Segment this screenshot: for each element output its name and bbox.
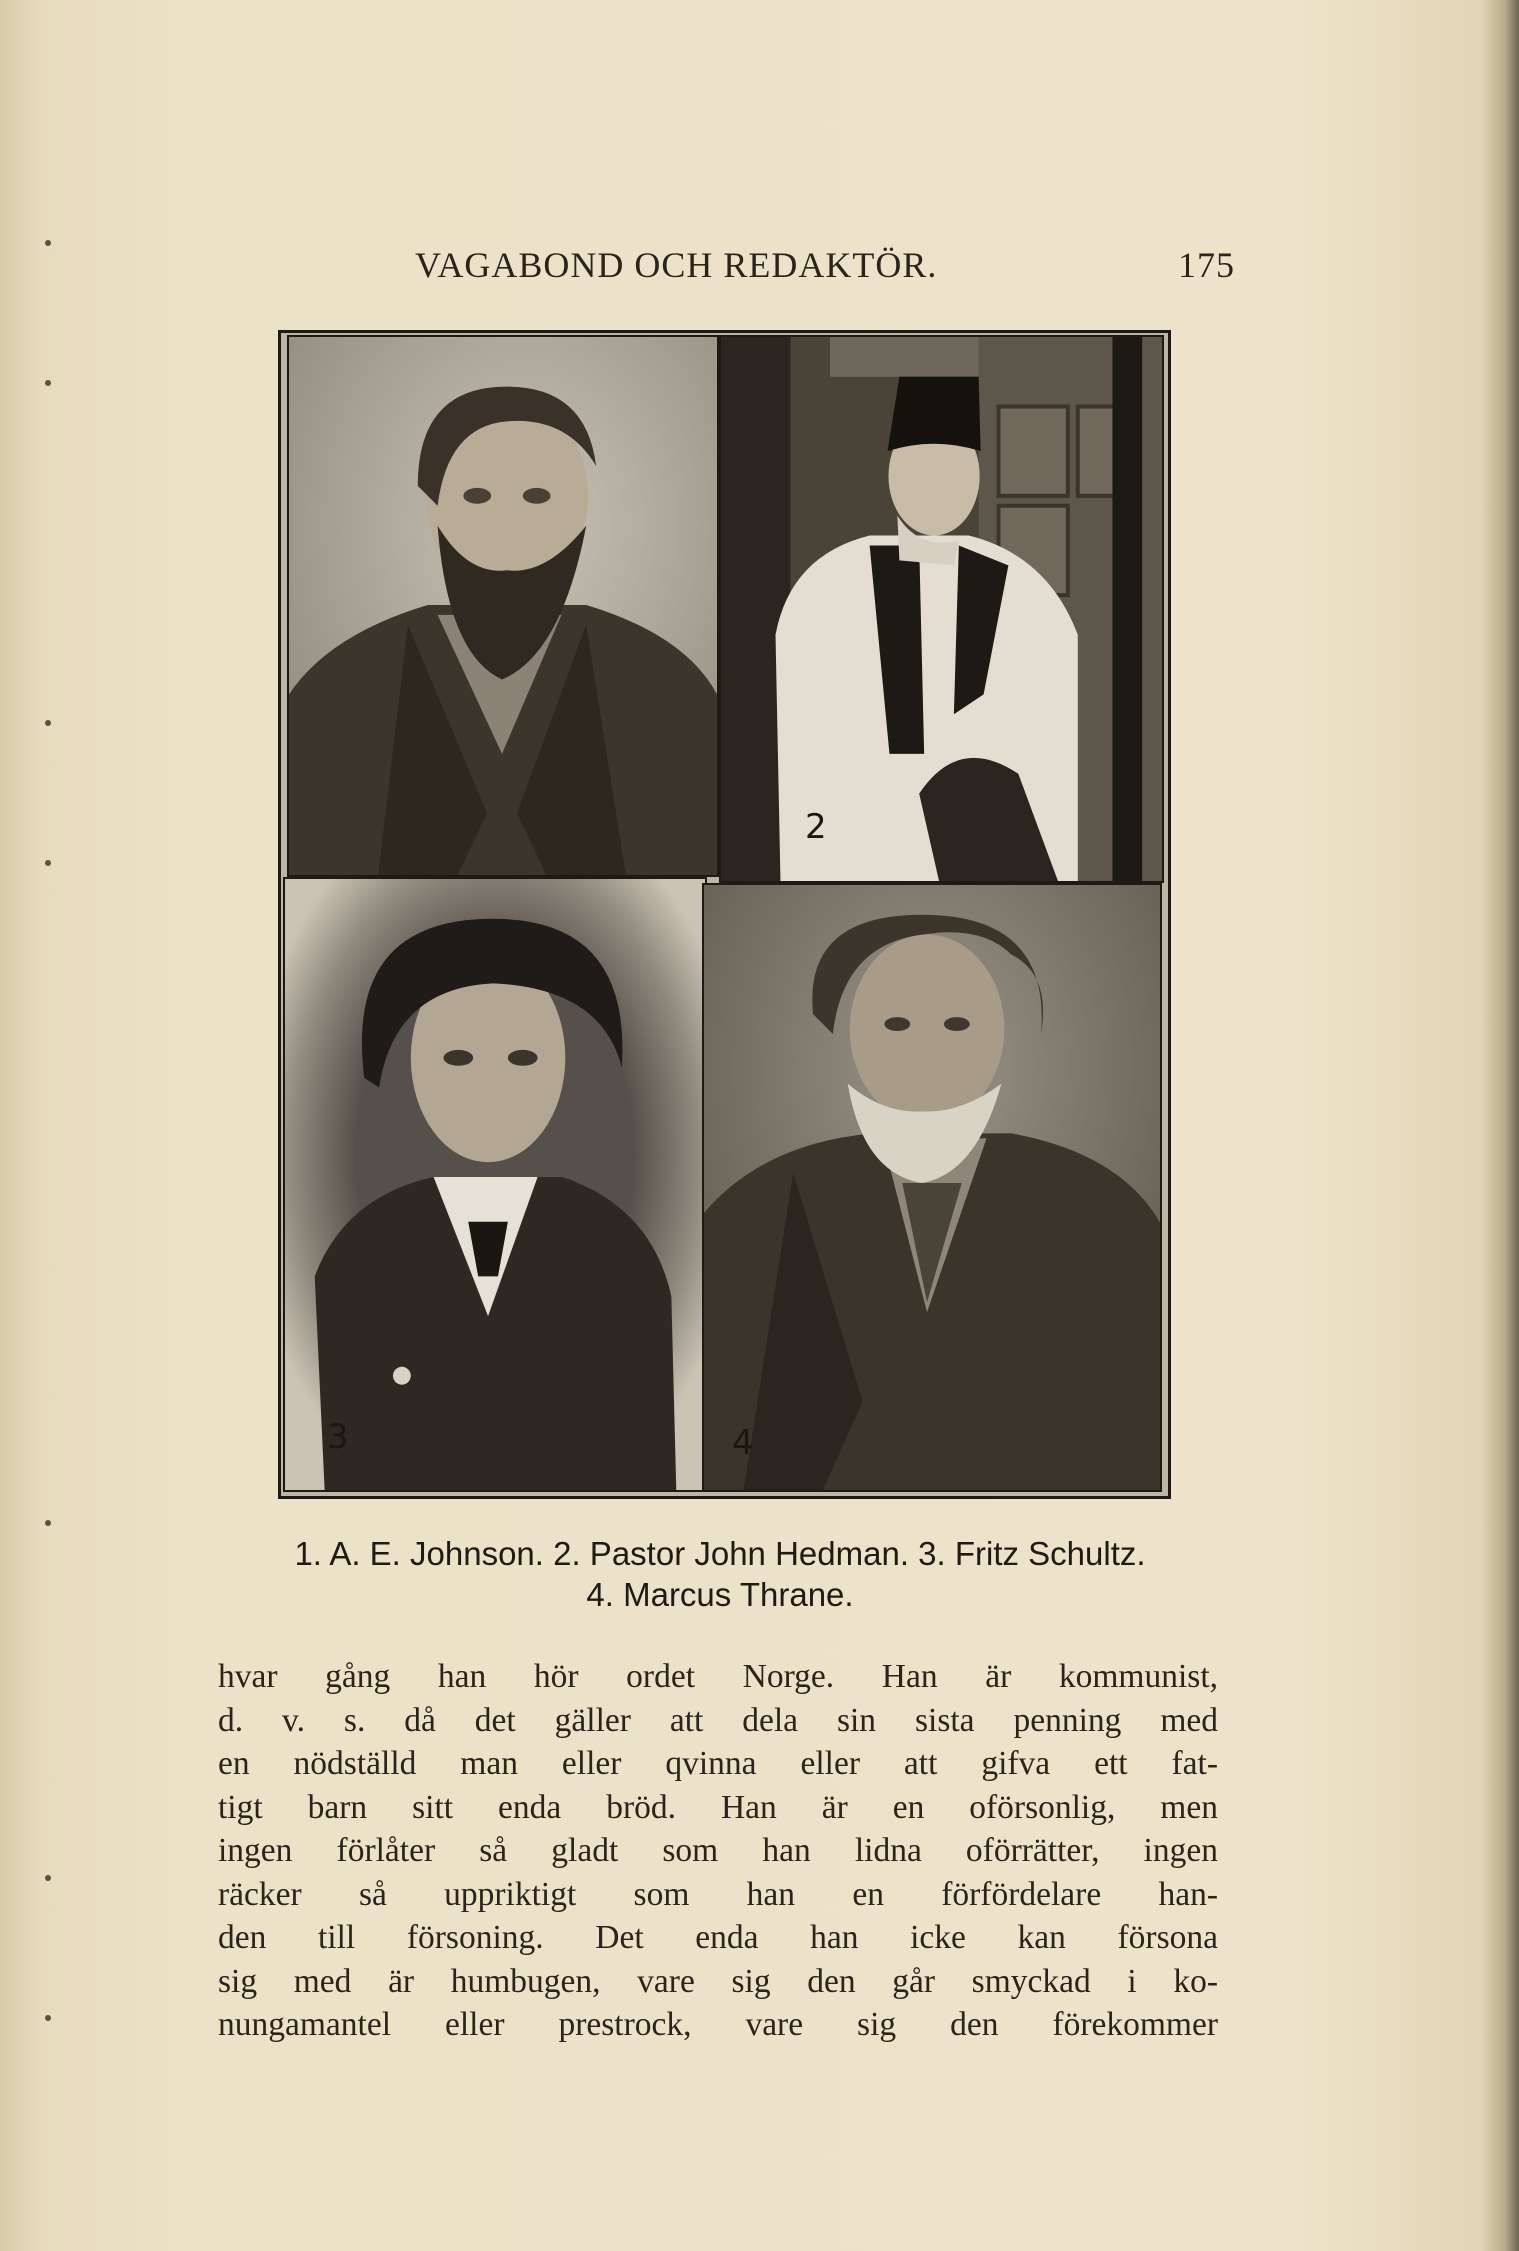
plate-number: 2: [805, 807, 827, 847]
edge-mark: [45, 1520, 51, 1526]
body-line: tigt barn sitt enda bröd. Han är en oförsonlig, men: [218, 1788, 1218, 1826]
body-line: en nödställd man eller qvinna eller att gifva ett fat-: [218, 1745, 1218, 1782]
portrait-plate: [278, 330, 1171, 1499]
edge-mark: [45, 380, 51, 386]
portrait-2-photo: [719, 335, 1164, 883]
running-title: VAGABOND OCH REDAKTÖR.: [415, 245, 938, 285]
edge-mark: [45, 2015, 51, 2021]
body-line: räcker så uppriktigt som han en förfördelare han-: [218, 1875, 1218, 1913]
page-number: 175: [1178, 245, 1235, 285]
edge-mark: [45, 720, 51, 726]
body-line: nungamantel eller prestrock, vare sig den förekommer: [218, 2006, 1218, 2043]
body-text: [218, 1655, 1218, 2047]
portrait-3-photo: [283, 877, 707, 1492]
plate-caption-line-2: 4. Marcus Thrane.: [586, 1576, 854, 1613]
edge-mark: [45, 860, 51, 866]
portrait-4-photo: [702, 883, 1162, 1492]
plate-caption-line-1: 1. A. E. Johnson. 2. Pastor John Hedman. 3. Fritz Schultz.: [294, 1535, 1146, 1572]
edge-mark: [45, 1875, 51, 1881]
body-line: hvar gång han hör ordet Norge. Han är kommunist,: [218, 1658, 1218, 1695]
body-line: sig med är humbugen, vare sig den går smyckad i ko-: [218, 1962, 1218, 2000]
running-head: [415, 244, 1235, 294]
body-line: ingen förlåter så gladt som han lidna oförrätter, ingen: [218, 1832, 1218, 1869]
portrait-1-photo: [287, 335, 719, 877]
plate-number: 3: [327, 1417, 349, 1457]
plate-number: 4: [732, 1423, 754, 1463]
edge-mark: [45, 240, 51, 246]
body-line: den till försoning. Det enda han icke kan försona: [218, 1919, 1218, 1956]
body-line: d. v. s. då det gäller att dela sin sista penning med: [218, 1701, 1218, 1739]
